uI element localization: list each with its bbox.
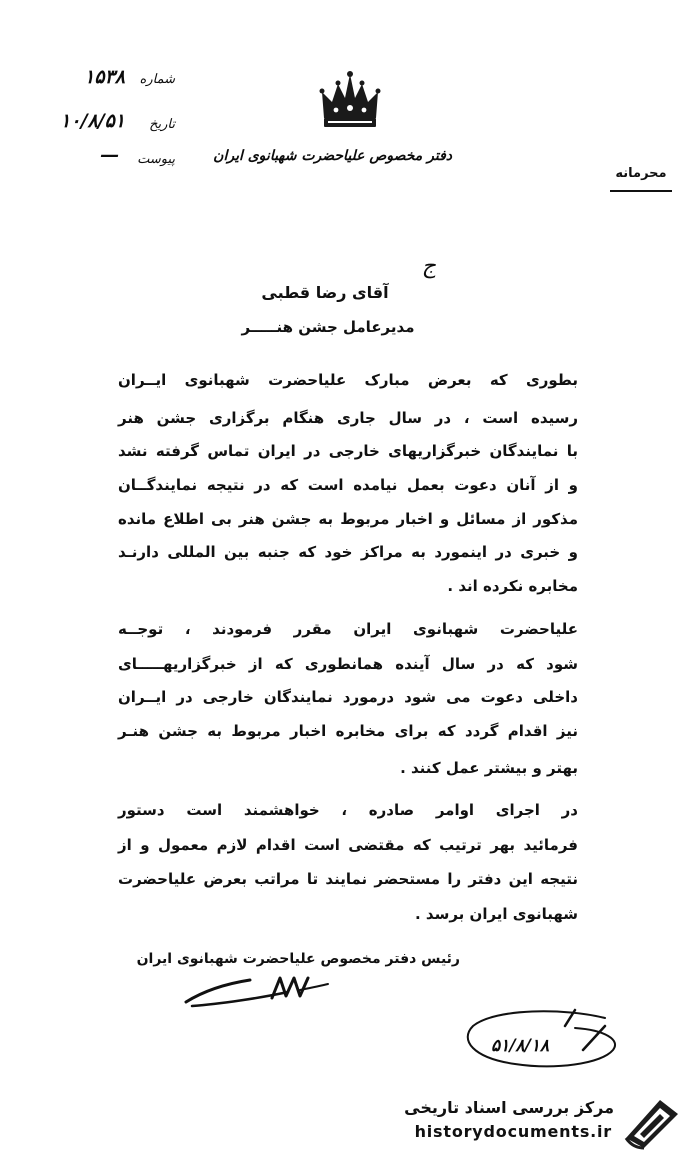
attachment-label: پیوست: [137, 152, 175, 167]
letter-date-label: تاریخ: [149, 117, 175, 132]
body-line: مذکور از مسائل و اخبار مربوط به جشن هنر بی اطلاع مانده: [118, 510, 578, 528]
body-line: نیز اقدام گردد که برای مخابره اخبار مربوط به جشن هنـر: [118, 722, 578, 740]
body-line: در اجرای اوامر صادره ، خواهشمند است دستور: [118, 801, 578, 819]
body-line: و از آنان دعوت بعمل نیامده است که در نتیجه نمایندگــان: [118, 476, 578, 494]
body-line: بهتر و بیشتر عمل کنند .: [400, 759, 578, 777]
letter-number-label: شماره: [139, 72, 175, 87]
body-line: علیاحضرت شهبانوی ایران مقرر فرمودند ، توجــه: [118, 620, 578, 638]
body-line: شهبانوی ایران برسد .: [415, 905, 578, 923]
body-line: نتیجه این دفتر را مستحضر نمایند تا مراتب بعرض علیاحضرت: [118, 870, 578, 888]
signatory-title: رئیس دفتر مخصوص علیاحضرت شهبانوی ایران: [136, 951, 460, 967]
handwritten-date-note: ۵۱/۸/۱۸: [490, 1036, 550, 1056]
letter-number-value: ۱۵۳۸: [84, 66, 125, 88]
archive-logo-icon: [620, 1094, 684, 1150]
crown-emblem-icon: [316, 70, 384, 132]
body-line: با نمایندگان خبرگزاریهای خارجی در ایران تماس گرفته نشد: [118, 442, 578, 460]
body-line: و خبری در اینمورد به مراکز خود که جنبه بین المللی دارنـد: [118, 543, 578, 561]
body-line: بطوری که بعرض مبارک علیاحضرت شهبانوی ایــران: [118, 371, 578, 389]
document-meta: [20, 62, 180, 192]
attachment-value: —: [100, 144, 120, 166]
letter-date-value: ۱۰/۸/۵۱: [60, 110, 125, 132]
body-line: مخابره نکرده اند .: [447, 577, 578, 595]
watermark-organization: مرکز بررسی اسناد تاریخی: [404, 1098, 614, 1117]
body-line: داخلی دعوت می شود درمورد نمایندگان خارجی در ایــران: [118, 688, 578, 706]
recipient-title: مدیرعامل جشن هنـــــر: [241, 318, 415, 336]
recipient-name: آقای رضا قطبی: [261, 283, 389, 302]
office-title: دفتر مخصوص علیاحضرت شهبانوی ایران: [213, 148, 452, 164]
body-line: شود که در سال آینده همانطوری که از خبرگزاریهـــــای: [118, 655, 578, 673]
body-line: فرمائید بهر ترتیب که مقتضی است اقدام لازم معمول و از: [118, 836, 578, 854]
classification-label: محرمانه: [615, 166, 667, 181]
signature-icon: [180, 968, 340, 1016]
body-line: رسیده است ، در سال جاری هنگام برگزاری جشن هنر: [118, 409, 578, 427]
classification-underline: [610, 190, 672, 192]
watermark-website: historydocuments.ir: [414, 1122, 612, 1141]
marginal-note: ج: [421, 254, 436, 279]
